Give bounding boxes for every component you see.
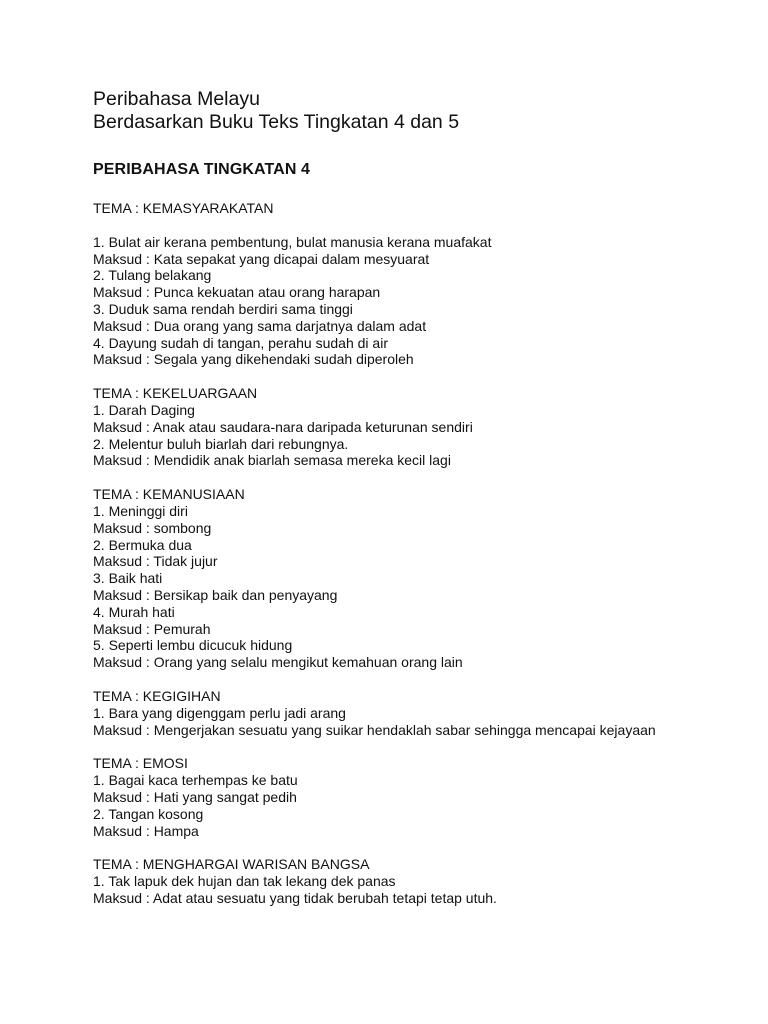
meaning-line: Maksud : Mendidik anak biarlah semasa mereka kecil lagi [93,452,451,469]
section-heading: PERIBAHASA TINGKATAN 4 [93,161,311,178]
proverb-line: 2. Melentur buluh biarlah dari rebungnya. [93,435,349,452]
meaning-line: Maksud : Adat atau sesuatu yang tidak berubah tetapi tetap utuh. [93,889,497,906]
meaning-line: Maksud : Segala yang dikehendaki sudah diperoleh [93,351,414,368]
theme-heading: TEMA : KEGIGIHAN [93,687,221,704]
meaning-line: Maksud : Anak atau saudara-nara daripada keturunan sendiri [93,418,473,435]
theme-heading: TEMA : KEMANUSIAAN [93,486,245,503]
document-page [93,88,733,907]
theme-block-warisan-bangsa [93,856,733,906]
proverb-line: 4. Dayung sudah di tangan, perahu sudah di air [93,334,388,351]
proverb-line: 4. Murah hati [93,603,175,620]
proverb-line: 1. Darah Daging [93,401,195,418]
proverb-line: 3. Baik hati [93,570,163,587]
proverb-line: 3. Duduk sama rendah berdiri sama tinggi [93,300,353,317]
meaning-line: Maksud : Mengerjakan sesuatu yang suikar hendaklah sabar sehingga mencapai kejayaan [93,721,656,738]
document-subtitle: Berdasarkan Buku Teks Tingkatan 4 dan 5 [93,111,460,133]
proverb-line: 1. Meninggi diri [93,502,188,519]
proverb-line: 2. Tulang belakang [93,267,212,284]
proverb-line: 2. Tangan kosong [93,805,204,822]
theme-block-kegigihan [93,688,733,738]
theme-block-kemasyarakatan [93,200,733,368]
theme-block-emosi [93,755,733,839]
meaning-line: Maksud : Kata sepakat yang dicapai dalam mesyuarat [93,250,430,267]
meaning-line: Maksud : Bersikap baik dan penyayang [93,586,338,603]
meaning-line: Maksud : Orang yang selalu mengikut kemahuan orang lain [93,654,463,671]
document-title: Peribahasa Melayu [93,88,260,110]
meaning-line: Maksud : Punca kekuatan atau orang harapan [93,284,381,301]
meaning-line: Maksud : Hati yang sangat pedih [93,788,297,805]
theme-block-kemanusiaan [93,486,733,671]
theme-heading: TEMA : KEMASYARAKATAN [93,200,274,216]
proverb-line: 1. Bagai kaca terhempas ke batu [93,772,298,789]
theme-heading: TEMA : EMOSI [93,755,188,772]
meaning-line: Maksud : Pemurah [93,620,211,637]
proverb-line: 1. Tak lapuk dek hujan dan tak lekang dek panas [93,873,396,890]
theme-heading: TEMA : KEKELUARGAAN [93,385,258,402]
proverb-line: 2. Bermuka dua [93,536,192,553]
proverb-line: 5. Seperti lembu dicucuk hidung [93,637,293,654]
theme-block-kekeluargaan [93,385,733,469]
proverb-line: 1. Bara yang digenggam perlu jadi arang [93,704,346,721]
theme-heading: TEMA : MENGHARGAI WARISAN BANGSA [93,856,370,873]
meaning-line: Maksud : Hampa [93,822,199,839]
meaning-line: Maksud : Tidak jujur [93,553,218,570]
proverb-line: 1. Bulat air kerana pembentung, bulat manusia kerana muafakat [93,233,492,250]
meaning-line: Maksud : sombong [93,519,212,536]
meaning-line: Maksud : Dua orang yang sama darjatnya dalam adat [93,317,427,334]
